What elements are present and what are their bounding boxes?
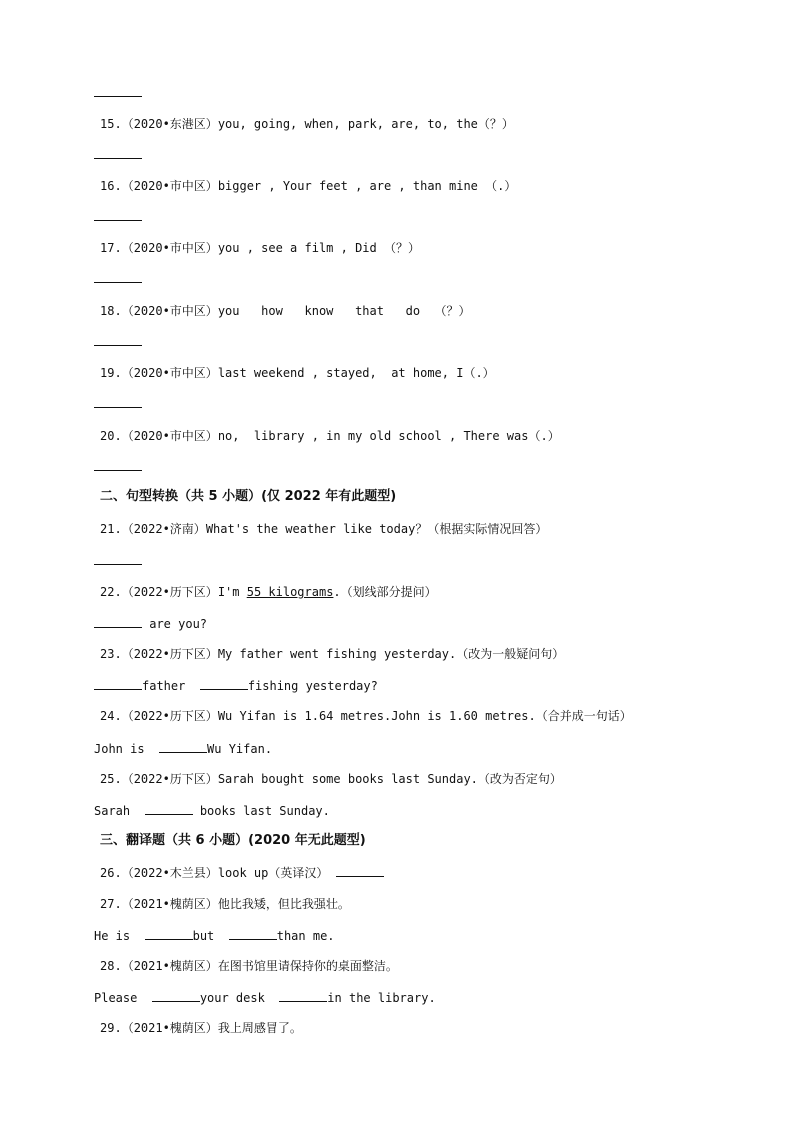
question-27: 27.（2021•槐荫区）他比我矮，但比我强壮。 [100, 897, 350, 911]
section-header-2: 二、句型转换（共 5 小题）(仅 2022 年有此题型) [100, 489, 397, 504]
question-17: 17.（2020•市中区）you , see a film , Did （？） [100, 241, 420, 255]
answer-line-18 [94, 333, 142, 350]
answer-line-17 [94, 270, 142, 287]
answer-blank[interactable] [229, 927, 277, 940]
answer-line-27: He is but than me. [94, 929, 335, 943]
question-23: 23.（2022•历下区）My father went fishing yesterday.（改为一般疑问句） [100, 647, 565, 661]
question-24: 24.（2022•历下区）Wu Yifan is 1.64 metres.John is 1.60 metres.（合并成一句话） [100, 709, 632, 723]
answer-blank[interactable] [94, 333, 142, 346]
answer-line-22: are you? [94, 615, 207, 632]
answer-blank[interactable] [336, 864, 384, 877]
question-19: 19.（2020•市中区）last weekend , stayed, at home, I（.） [100, 366, 495, 380]
answer-blank[interactable] [94, 552, 142, 565]
question-18: 18.（2020•市中区）you how know that do （？） [100, 304, 471, 318]
section-header-3: 三、翻译题（共 6 小题）(2020 年无此题型) [100, 833, 366, 848]
underlined-phrase: 55 kilograms [246, 585, 334, 599]
question-29: 29.（2021•槐荫区）我上周感冒了。 [100, 1021, 302, 1035]
answer-blank[interactable] [94, 677, 142, 690]
answer-blank[interactable] [279, 989, 327, 1002]
answer-blank[interactable] [94, 458, 142, 471]
answer-line-23: father fishing yesterday? [94, 677, 378, 694]
answer-blank[interactable] [200, 677, 248, 690]
answer-blank[interactable] [159, 740, 207, 753]
answer-line-24: John is Wu Yifan. [94, 742, 273, 756]
answer-line-28: Please your desk in the library. [94, 991, 436, 1005]
question-22: 22.（2022•历下区）I'm 55 kilograms.（划线部分提问） [100, 585, 437, 599]
answer-line-19 [94, 395, 142, 412]
answer-blank[interactable] [145, 927, 193, 940]
answer-blank[interactable] [94, 208, 142, 221]
answer-blank[interactable] [94, 146, 142, 159]
answer-blank[interactable] [145, 802, 193, 815]
answer-line-16 [94, 208, 142, 225]
question-28: 28.（2021•槐荫区）在图书馆里请保持你的桌面整洁。 [100, 959, 398, 973]
answer-line-20 [94, 458, 142, 475]
question-16: 16.（2020•市中区）bigger , Your feet , are , than mine （.） [100, 179, 517, 193]
answer-blank[interactable] [94, 84, 142, 97]
answer-line-15 [94, 146, 142, 163]
answer-blank[interactable] [94, 615, 142, 628]
question-15: 15.（2020•东港区）you, going, when, park, are, to, the（？） [100, 117, 514, 131]
answer-line-25: Sarah books last Sunday. [94, 804, 330, 818]
answer-blank[interactable] [152, 989, 200, 1002]
question-21: 21.（2022•济南）What's the weather like today？（根据实际情况回答） [100, 522, 548, 536]
answer-blank[interactable] [94, 395, 142, 408]
answer-line-21 [94, 552, 142, 569]
question-25: 25.（2022•历下区）Sarah bought some books last Sunday.（改为否定句） [100, 772, 562, 786]
question-26: 26.（2022•木兰县）look up（英译汉） [100, 864, 384, 881]
answer-line-14 [94, 84, 142, 101]
answer-blank[interactable] [94, 270, 142, 283]
question-20: 20.（2020•市中区）no, library , in my old school , There was（.） [100, 429, 560, 443]
